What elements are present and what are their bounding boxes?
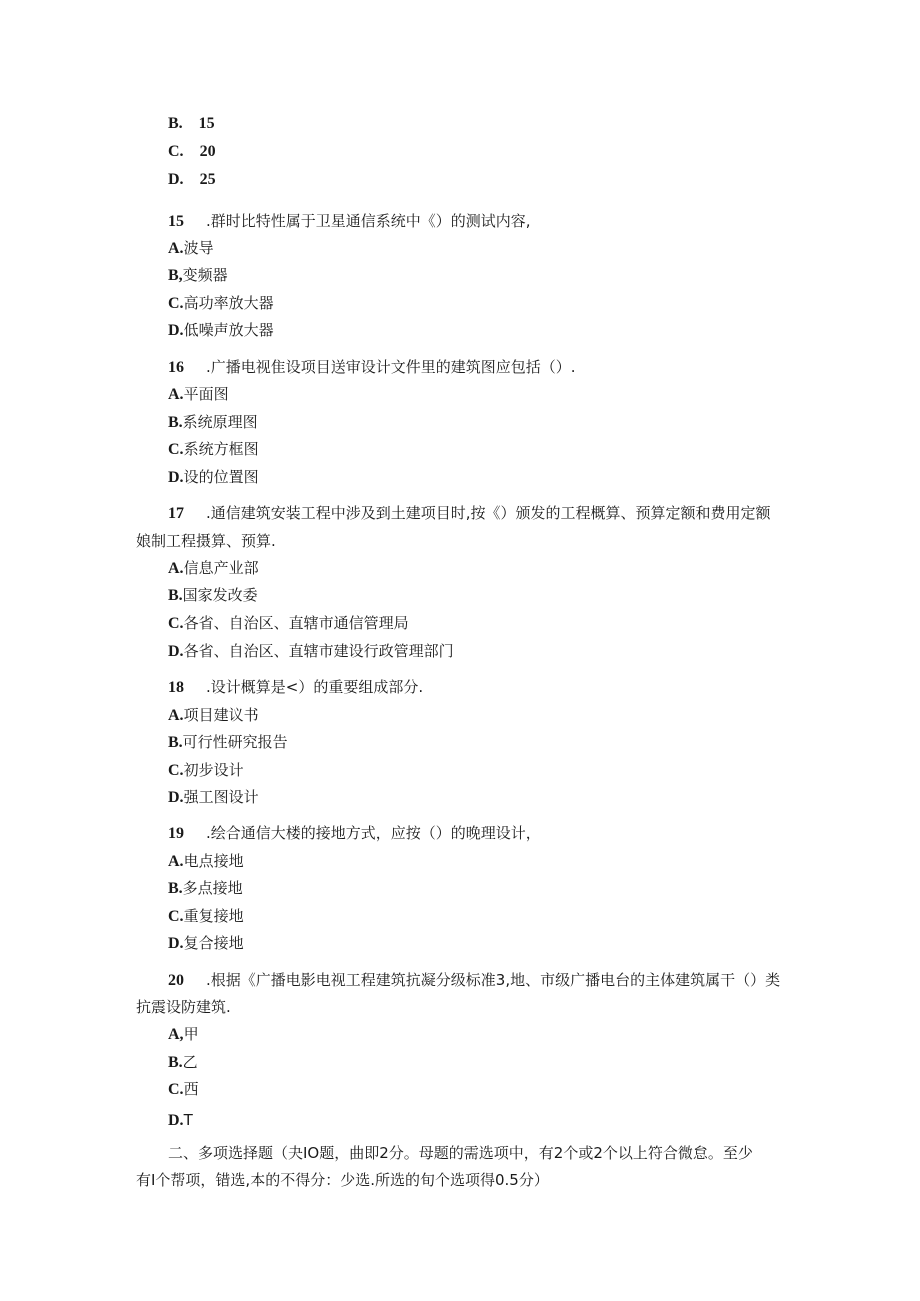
option-key: C.	[168, 1081, 184, 1098]
option-a	[168, 851, 244, 872]
option-text: 变频器	[182, 266, 228, 284]
question-20	[168, 970, 780, 991]
question-number: 20	[168, 972, 184, 989]
option-text: 低噪声放大器	[183, 321, 274, 339]
question-number: 19	[168, 825, 184, 842]
option-text: 15	[198, 115, 215, 132]
option-key: B,	[168, 267, 183, 284]
question-text: .绘合通信大楼的接地方式，应按（）的晚理设计，	[206, 824, 541, 842]
option-key: B.	[168, 734, 183, 751]
section-2-heading	[168, 1143, 753, 1163]
option-text: 甲	[183, 1025, 199, 1043]
question-17-continued	[136, 531, 276, 551]
option-b	[168, 878, 243, 899]
option-key: D.	[168, 469, 184, 486]
option-key: C.	[168, 143, 184, 160]
option-d	[168, 787, 259, 808]
option-c	[168, 760, 244, 781]
option-text: 系统方框图	[183, 440, 259, 458]
option-d	[168, 320, 274, 341]
option-key: D.	[168, 643, 184, 660]
question-text: .通信建筑安装工程中涉及到土建项目时,按《）颁发的工程概算、预算定额和费用定额	[206, 504, 771, 522]
question-number: 17	[168, 505, 184, 522]
question-number: 16	[168, 359, 184, 376]
option-c	[168, 1079, 199, 1100]
option-key: A.	[168, 853, 184, 870]
option-text: 强工图设计	[183, 788, 259, 806]
option-a	[168, 705, 259, 726]
option-text: 电点接地	[183, 852, 244, 870]
option-key: A.	[168, 560, 184, 577]
option-text: 20	[199, 143, 216, 160]
option-d	[168, 1110, 193, 1131]
option-text: T	[183, 1111, 193, 1129]
option-key: C.	[168, 762, 184, 779]
option-text: 可行性研究报告	[182, 733, 288, 751]
option-c	[168, 141, 216, 162]
option-key: A.	[168, 707, 184, 724]
section-2-heading-continued	[136, 1170, 549, 1190]
option-key: B.	[168, 414, 183, 431]
question-20-continued	[136, 997, 231, 1017]
option-key: B.	[168, 115, 183, 132]
option-text: 西	[183, 1080, 199, 1098]
section-2-line-1: 二、多项选择题（夬IO题，曲即2分。母题的需选项中，有2个或2个以上符合微怠。至少	[168, 1144, 753, 1162]
option-text: 多点接地	[182, 879, 243, 897]
option-text: 设的位置图	[183, 468, 259, 486]
question-text: 抗震设防建筑.	[136, 998, 231, 1016]
option-c	[168, 613, 409, 634]
option-key: A.	[168, 240, 184, 257]
question-16	[168, 357, 576, 378]
option-key: D.	[168, 1112, 184, 1129]
option-text: 平面图	[183, 385, 229, 403]
question-text: .根据《广播电影电视工程建筑抗凝分级标准3,地、市级广播电台的主体建筑属干（）类	[206, 971, 781, 989]
option-text: 重复接地	[183, 907, 244, 925]
option-key: D.	[168, 171, 184, 188]
option-b	[168, 412, 258, 433]
option-key: D.	[168, 935, 184, 952]
option-text: 各省、自治区、直辖市建设行政管理部门	[183, 642, 454, 660]
question-number: 18	[168, 679, 184, 696]
option-a	[168, 1024, 199, 1045]
option-d	[168, 933, 244, 954]
option-key: B.	[168, 587, 183, 604]
option-key: C.	[168, 908, 184, 925]
question-17	[168, 503, 771, 524]
option-text: 波导	[183, 239, 214, 257]
option-text: 初步设计	[183, 761, 244, 779]
question-number: 15	[168, 213, 184, 230]
option-text: 国家发改委	[182, 586, 258, 604]
question-18	[168, 677, 423, 698]
option-key: A,	[168, 1026, 184, 1043]
option-text: 各省、自治区、直辖市通信管理局	[183, 614, 409, 632]
option-text: 高功率放大器	[183, 294, 274, 312]
question-text: .设计概算是<）的重要组成部分.	[206, 678, 424, 696]
option-b	[168, 265, 228, 286]
option-d	[168, 467, 259, 488]
option-b	[168, 1052, 198, 1073]
option-c	[168, 293, 274, 314]
question-text: .广播电视隹设项目送审设计文件里的建筑图应包括（）.	[206, 358, 576, 376]
option-key: A.	[168, 386, 184, 403]
question-text: .群时比特性属于卫星通信系统中《）的测试内容,	[206, 212, 531, 230]
question-text: 娘制工程摄算、预算.	[136, 532, 276, 550]
option-d	[168, 169, 216, 190]
option-text: 25	[199, 171, 216, 188]
option-b	[168, 585, 258, 606]
option-key: C.	[168, 441, 184, 458]
option-c	[168, 906, 244, 927]
option-text: 乙	[182, 1053, 198, 1071]
section-2-line-2: 有I个帮项，错选,本的不得分：少选.所选的旬个选项得0.5分）	[136, 1171, 549, 1189]
question-19	[168, 823, 541, 844]
option-a	[168, 558, 259, 579]
option-b	[168, 113, 215, 134]
option-key: B.	[168, 1054, 183, 1071]
option-d	[168, 641, 454, 662]
option-key: C.	[168, 295, 184, 312]
option-b	[168, 732, 288, 753]
option-a	[168, 238, 214, 259]
option-text: 项目建议书	[183, 706, 259, 724]
question-15	[168, 211, 531, 232]
option-text: 信息产业部	[183, 559, 259, 577]
option-key: B.	[168, 880, 183, 897]
option-key: D.	[168, 322, 184, 339]
option-c	[168, 439, 259, 460]
option-key: D.	[168, 789, 184, 806]
option-text: 系统原理图	[182, 413, 258, 431]
option-text: 复合接地	[183, 934, 244, 952]
option-a	[168, 384, 229, 405]
option-key: C.	[168, 615, 184, 632]
